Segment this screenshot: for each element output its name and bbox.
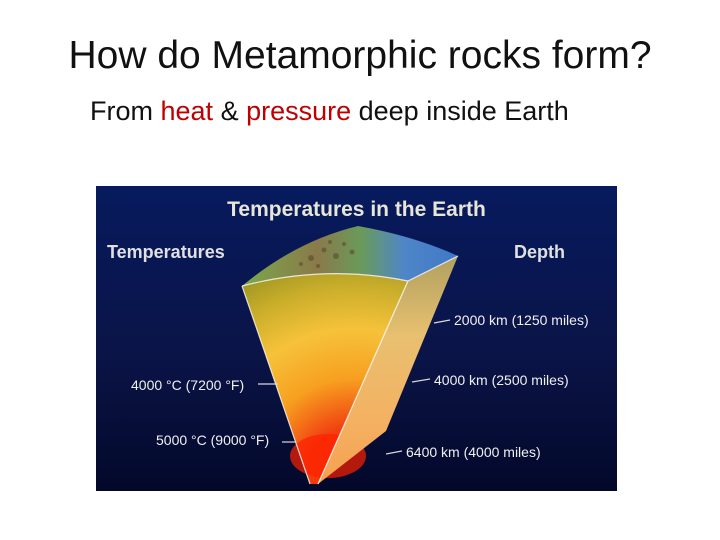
earth-temperature-diagram	[96, 186, 617, 491]
slide-subtitle	[90, 96, 569, 127]
subtitle-suffix: deep inside Earth	[351, 96, 569, 126]
figure-title: Temperatures in the Earth	[227, 198, 486, 221]
subtitle-pressure: pressure	[246, 96, 352, 126]
temperatures-header: Temperatures	[107, 242, 225, 262]
slide-title: How do Metamorphic rocks form?	[68, 34, 652, 77]
temperature-label-2: 5000 °C (9000 °F)	[156, 432, 270, 448]
temperature-label-1: 4000 °C (7200 °F)	[131, 377, 245, 393]
subtitle-heat: heat	[160, 96, 214, 126]
depth-label-1: 2000 km (1250 miles)	[454, 312, 589, 328]
depth-header: Depth	[514, 242, 565, 262]
subtitle-amp: &	[213, 96, 247, 126]
depth-label-3: 6400 km (4000 miles)	[406, 444, 541, 460]
subtitle-prefix: From	[90, 96, 161, 126]
depth-label-2: 4000 km (2500 miles)	[434, 372, 569, 388]
